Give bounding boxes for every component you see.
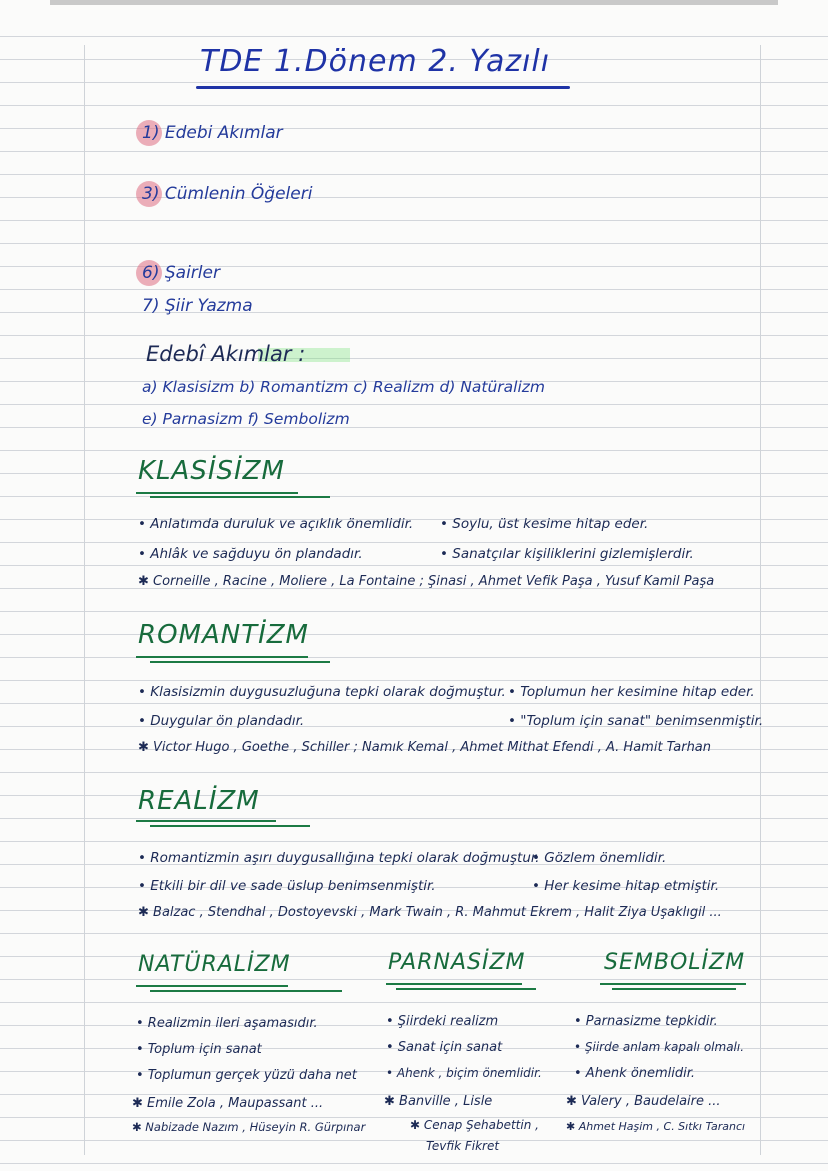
romantizm-note-3: • Duygular ön plandadır. (138, 713, 305, 729)
klasisizm-note-1: • Anlatımda duruluk ve açıklık önemlidir. (138, 516, 414, 532)
romantizm-underline-1 (136, 656, 308, 658)
parnasizm-item-6: Tevfik Fikret (426, 1139, 500, 1153)
realizm-title: REALİZM (138, 786, 260, 816)
romantizm-note-1: • Klasisizmin duygusuzluğuna tepki olarak doğmuştur. (138, 684, 506, 700)
topic-text: ) Şiir Yazma (152, 296, 253, 316)
akimlar-heading: Edebî Akımlar : (146, 342, 306, 366)
topic-1 (142, 123, 283, 143)
parnasizm-item-3: • Ahenk , biçim önemlidir. (386, 1066, 542, 1080)
title-underline (196, 86, 570, 89)
akimlar-line-1: a) Klasisizm b) Romantizm c) Realizm d) Natüralizm (142, 378, 545, 396)
topic-3 (142, 184, 312, 204)
topic-6 (142, 263, 220, 283)
naturalizm-item-1: • Realizmin ileri aşamasıdır. (136, 1016, 318, 1031)
topic-number: 1 (142, 123, 153, 143)
sembolizm-underline-1 (600, 983, 746, 985)
topic-text: ) Şairler (152, 263, 220, 283)
sembolizm-item-1: • Parnasizme tepkidir. (574, 1014, 718, 1029)
sembolizm-item-3: • Ahenk önemlidir. (574, 1066, 696, 1081)
romantizm-underline-2 (150, 661, 330, 663)
klasisizm-underline-1 (136, 492, 298, 494)
realizm-note-2: • Gözlem önemlidir. (532, 850, 667, 866)
parnasizm-item-1: • Şiirdeki realizm (386, 1014, 499, 1029)
right-margin-line (760, 45, 761, 1155)
parnasizm-title: PARNASİZM (388, 950, 526, 975)
klasisizm-authors: ✱ Corneille , Racine , Moliere , La Fontaine ; Şinasi , Ahmet Vefik Paşa , Yusuf Kamil Paşa (138, 574, 715, 589)
topic-text: ) Cümlenin Öğeleri (152, 184, 313, 204)
naturalizm-title: NATÜRALİZM (138, 952, 291, 977)
realizm-note-4: • Her kesime hitap etmiştir. (532, 878, 720, 894)
romantizm-note-2: • Toplumun her kesimine hitap eder. (508, 684, 755, 700)
naturalizm-underline-2 (150, 990, 342, 992)
page-title: TDE 1.Dönem 2. Yazılı (200, 44, 551, 79)
realizm-note-3: • Etkili bir dil ve sade üslup benimsenmiştir. (138, 878, 436, 894)
parnasizm-item-5: ✱ Cenap Şehabettin , (410, 1118, 539, 1132)
realizm-note-1: • Romantizmin aşırı duygusallığına tepki olarak doğmuştur. (138, 850, 540, 866)
parnasizm-item-2: • Sanat için sanat (386, 1040, 503, 1055)
page-top-edge (50, 0, 778, 5)
naturalizm-item-3: • Toplumun gerçek yüzü daha net (136, 1068, 357, 1083)
sembolizm-item-4: ✱ Valery , Baudelaire ... (566, 1094, 721, 1109)
naturalizm-underline-1 (136, 985, 288, 987)
parnasizm-underline-2 (396, 988, 536, 990)
romantizm-title: ROMANTİZM (138, 620, 309, 650)
realizm-underline-2 (150, 825, 310, 827)
left-margin-line (84, 45, 85, 1155)
klasisizm-note-4: • Sanatçılar kişiliklerini gizlemişlerdir. (440, 546, 694, 562)
realizm-authors: ✱ Balzac , Stendhal , Dostoyevski , Mark Twain , R. Mahmut Ekrem , Halit Ziya Uşaklıgil ... (138, 905, 722, 920)
romantizm-note-4: • "Toplum için sanat" benimsenmiştir. (508, 713, 764, 729)
sembolizm-item-5: ✱ Ahmet Haşim , C. Sıtkı Tarancı (566, 1120, 746, 1133)
klasisizm-note-3: • Ahlâk ve sağduyu ön plandadır. (138, 546, 363, 562)
realizm-underline-1 (136, 820, 276, 822)
sembolizm-item-2: • Şiirde anlam kapalı olmalı. (574, 1040, 745, 1054)
naturalizm-item-4: ✱ Emile Zola , Maupassant ... (132, 1096, 324, 1111)
akimlar-line-2: e) Parnasizm f) Sembolizm (142, 410, 350, 428)
romantizm-authors: ✱ Victor Hugo , Goethe , Schiller ; Namık Kemal , Ahmet Mithat Efendi , A. Hamit Tarhan (138, 740, 712, 755)
topic-number: 7 (142, 296, 153, 316)
parnasizm-item-4: ✱ Banville , Lisle (384, 1094, 493, 1109)
sembolizm-underline-2 (612, 988, 736, 990)
sembolizm-title: SEMBOLİZM (604, 950, 746, 975)
klasisizm-title: KLASİSİZM (138, 456, 285, 486)
naturalizm-item-2: • Toplum için sanat (136, 1042, 262, 1057)
topic-number: 6 (142, 263, 153, 283)
topic-text: ) Edebi Akımlar (152, 123, 283, 143)
klasisizm-note-2: • Soylu, üst kesime hitap eder. (440, 516, 649, 532)
topic-7 (142, 296, 253, 316)
parnasizm-underline-1 (386, 983, 522, 985)
klasisizm-underline-2 (150, 496, 330, 498)
naturalizm-item-5: ✱ Nabizade Nazım , Hüseyin R. Gürpınar (132, 1120, 366, 1134)
topic-number: 3 (142, 184, 153, 204)
